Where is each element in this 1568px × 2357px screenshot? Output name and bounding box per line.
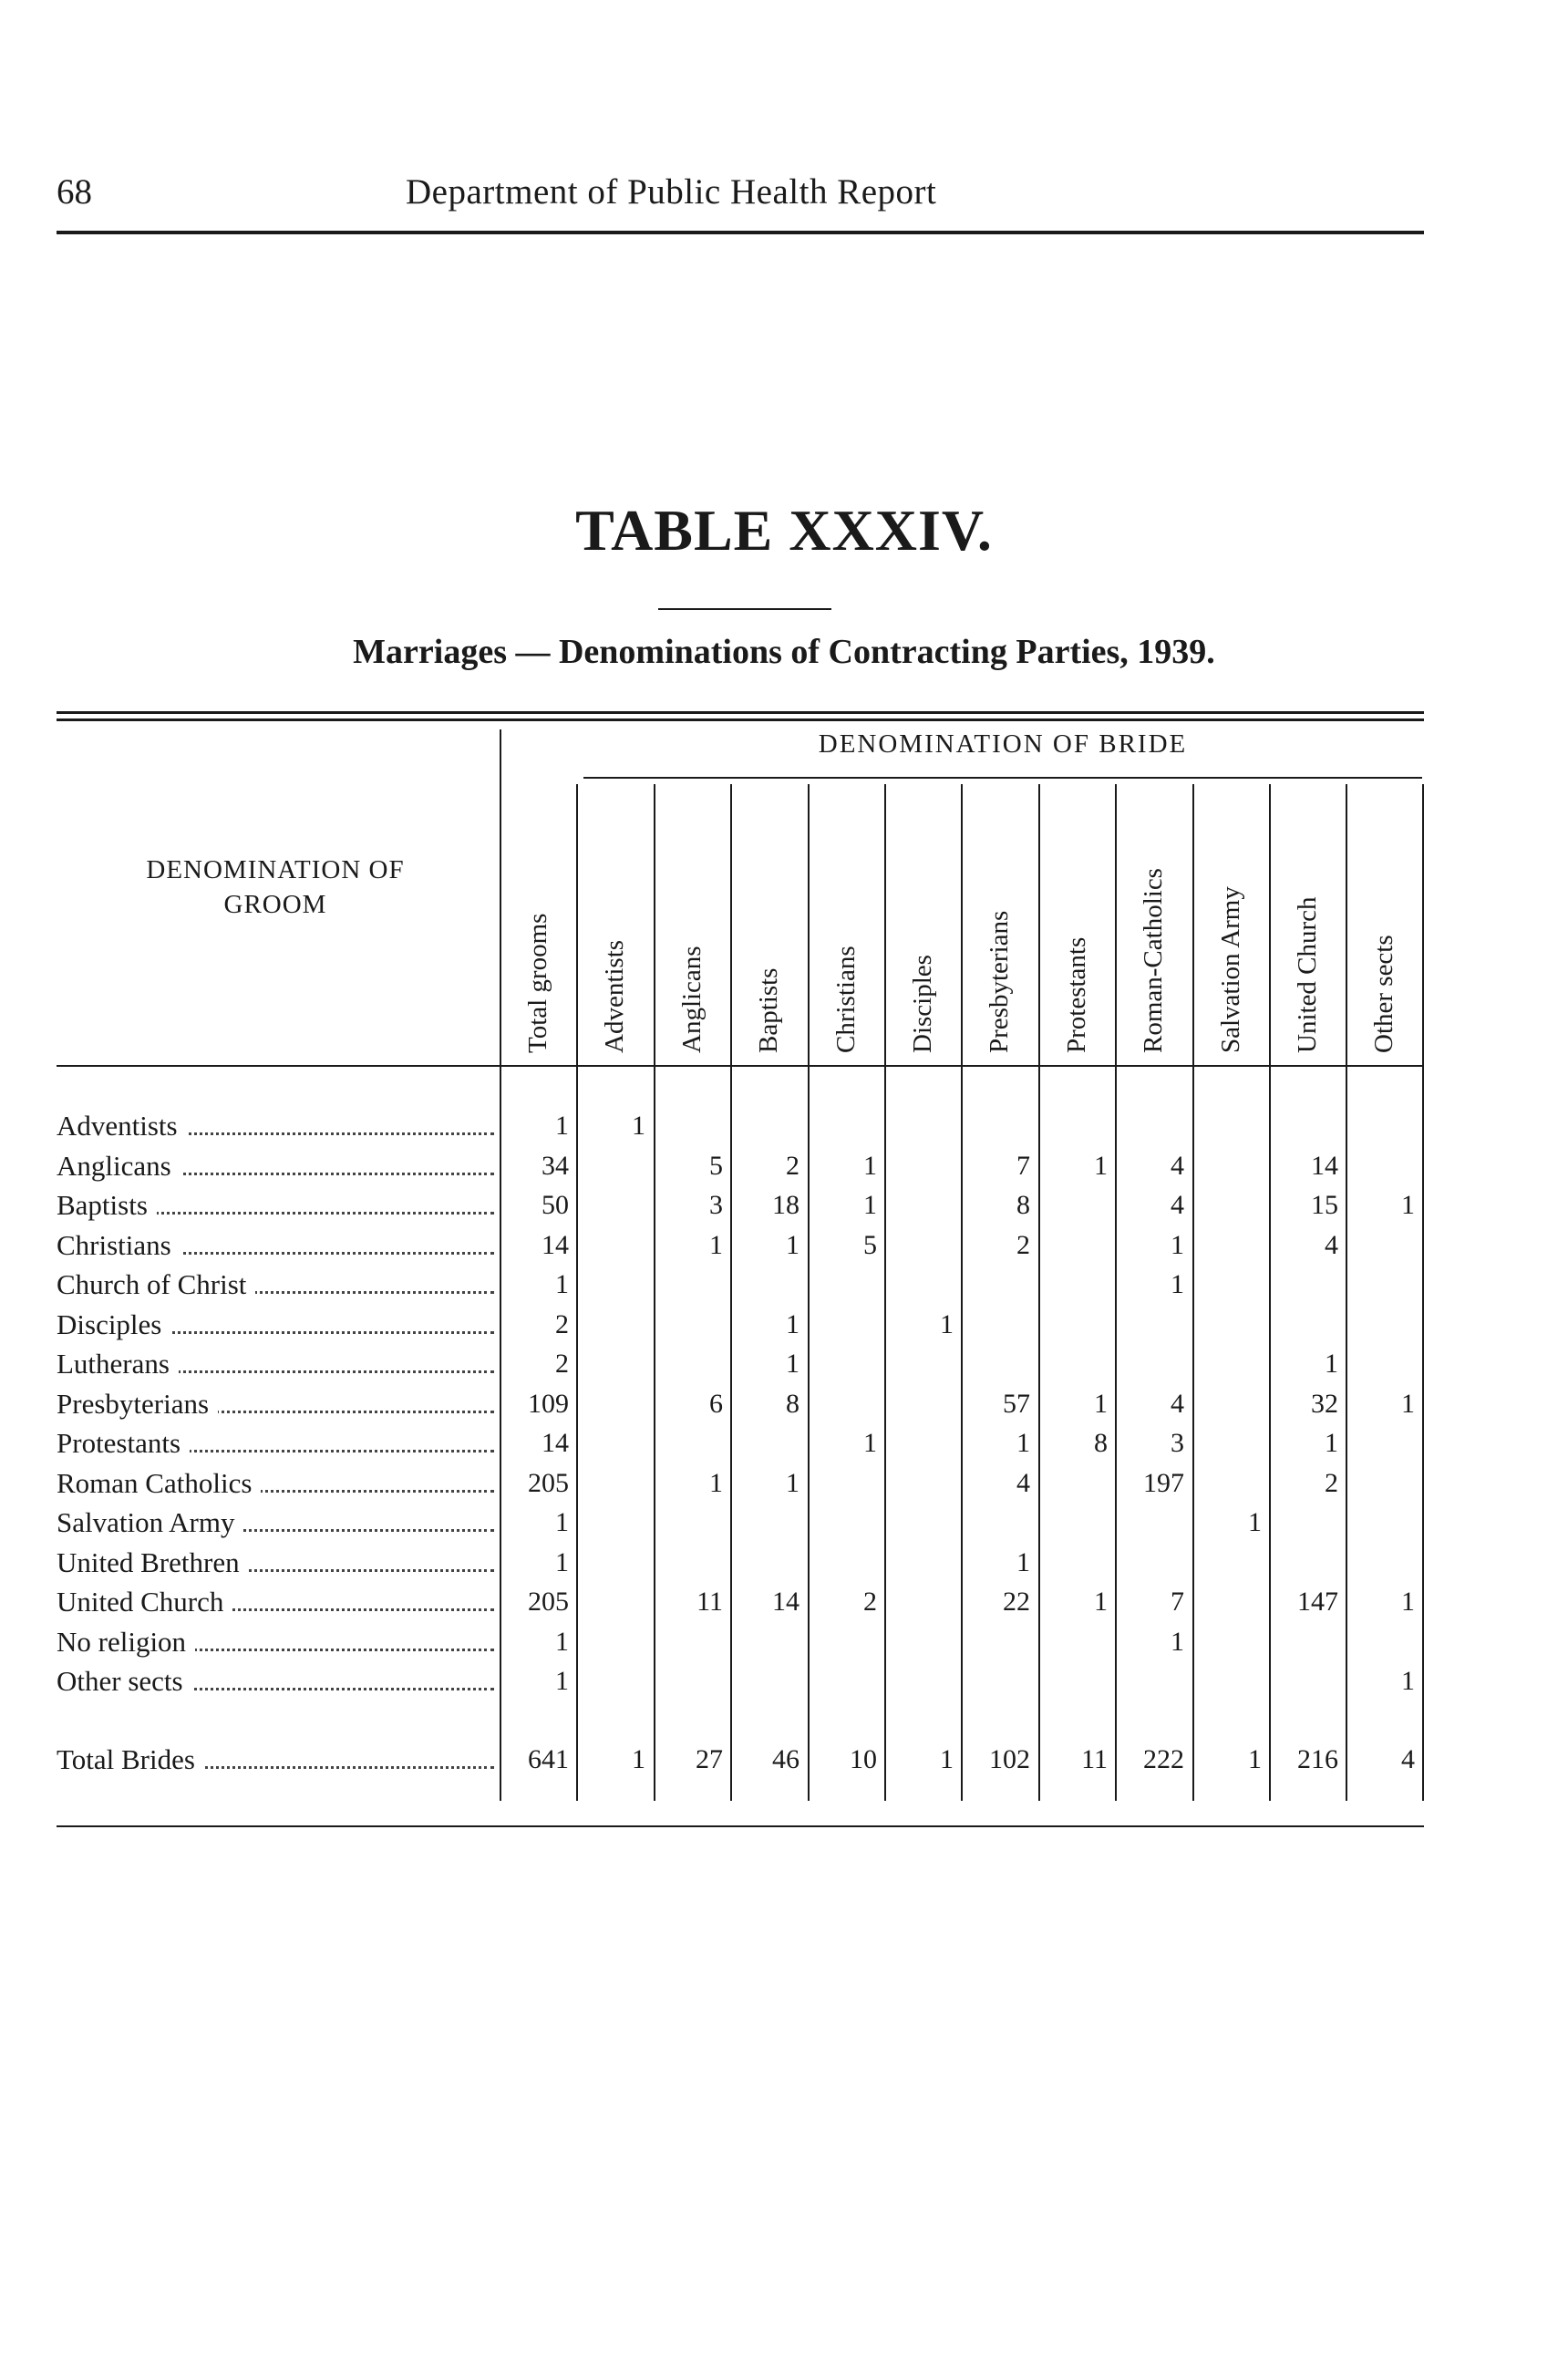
table-cell [1346,1307,1415,1343]
column-header-disciples: Disciples [908,955,937,1053]
total-cell: 1 [940,1744,954,1774]
table-cell: 1 [863,1190,877,1220]
row-label-lutherans [57,1346,494,1382]
table-cell [576,1425,645,1462]
table-cell: 3 [709,1190,723,1220]
table-cell [884,1425,954,1462]
table-cell [808,1266,877,1303]
groom-header-line-2: GROOM [223,890,327,919]
row-label-text: Protestants [57,1427,190,1459]
table-cell [1269,1624,1338,1660]
table-cell [961,1307,1030,1343]
row-label-no-religion [57,1624,494,1660]
total-cell: 11 [1081,1744,1108,1774]
row-label-text: Adventists [57,1110,187,1142]
bride-header-rule [583,777,1422,779]
table-subtitle: Marriages — Denominations of Contracting Parties, 1939. [353,633,1215,671]
table-cell: 8 [1016,1190,1030,1220]
row-label-adventists [57,1108,494,1144]
column-header-united-church: United Church [1293,896,1322,1053]
table-cell [576,1227,645,1264]
table-cell [654,1425,723,1462]
table-cell: 205 [528,1587,569,1617]
row-label-text: Anglicans [57,1150,181,1182]
table-cell: 1 [786,1467,799,1498]
table-cell: 205 [528,1467,569,1498]
table-cell: 1 [1094,1388,1108,1419]
table-cell [576,1307,645,1343]
table-cell [1192,1663,1262,1700]
row-label-text: Roman Catholics [57,1467,261,1499]
table-cell: 1 [555,1626,569,1657]
table-top-rule-2 [57,718,1424,721]
table-cell [884,1386,954,1422]
table-cell [1115,1545,1184,1581]
table-cell [961,1663,1030,1700]
table-cell: 1 [555,1111,569,1141]
table-cell [1192,1624,1262,1660]
table-cell [1115,1307,1184,1343]
table-cell [576,1346,645,1382]
table-cell [1038,1346,1108,1382]
table-cell [1115,1346,1184,1382]
column-header-anglicans: Anglicans [677,946,707,1053]
title-rule [658,608,831,610]
table-cell [576,1584,645,1620]
table-bottom-rule [57,1825,1424,1827]
table-cell: 50 [542,1190,569,1220]
table-cell: 7 [1171,1587,1184,1617]
total-cell: 27 [696,1744,723,1774]
table-cell [808,1545,877,1581]
table-cell [1192,1545,1262,1581]
table-cell [961,1624,1030,1660]
table-cell [1192,1187,1262,1224]
header-rule [57,231,1424,234]
table-top-rule [57,711,1424,714]
table-cell [1192,1584,1262,1620]
table-cell [884,1346,954,1382]
table-cell: 1 [786,1229,799,1260]
table-cell [808,1108,877,1144]
table-cell [1115,1504,1184,1541]
table-cell [654,1545,723,1581]
column-header-christians: Christians [831,946,861,1053]
table-cell [1038,1624,1108,1660]
table-cell [808,1624,877,1660]
column-header-total-grooms: Total grooms [523,913,552,1053]
table-cell: 1 [1171,1229,1184,1260]
table-cell [576,1266,645,1303]
table-cell [884,1108,954,1144]
table-cell [884,1187,954,1224]
table-cell [1269,1307,1338,1343]
table-cell: 4 [1171,1150,1184,1181]
table-cell [808,1346,877,1382]
table-cell [1192,1346,1262,1382]
row-label-united-brethren [57,1545,494,1581]
column-header-baptists: Baptists [754,967,783,1053]
row-label-united-church [57,1584,494,1620]
row-label-text: Presbyterians [57,1388,218,1420]
table-cell: 1 [1325,1428,1338,1458]
table-cell [1038,1108,1108,1144]
row-label-total-brides [57,1742,494,1778]
row-label-text: Other sects [57,1665,192,1697]
table-cell: 18 [772,1190,799,1220]
row-label-protestants [57,1425,494,1462]
table-cell: 57 [1003,1388,1030,1419]
table-cell [1346,1425,1415,1462]
bride-denomination-header: DENOMINATION OF BRIDE [818,729,1188,759]
table-cell [1346,1504,1415,1541]
total-cell: 222 [1143,1744,1184,1774]
table-cell [654,1624,723,1660]
table-cell [1192,1266,1262,1303]
column-header-adventists: Adventists [600,939,629,1053]
table-cell [1346,1108,1415,1144]
column-header-roman-catholics: Roman-Catholics [1139,868,1168,1053]
row-label-anglicans [57,1148,494,1184]
column-header-protestants: Protestants [1062,936,1091,1053]
table-cell: 4 [1325,1229,1338,1260]
table-cell: 1 [1401,1587,1415,1617]
table-cell [730,1545,799,1581]
column-separator [1422,784,1424,1801]
table-cell [884,1227,954,1264]
row-label-text: Church of Christ [57,1268,255,1300]
table-cell [1192,1307,1262,1343]
table-cell [808,1386,877,1422]
table-cell [730,1663,799,1700]
row-label-text: Salvation Army [57,1506,243,1538]
table-cell [576,1624,645,1660]
row-label-christians [57,1227,494,1264]
table-cell: 14 [542,1229,569,1260]
table-cell: 1 [555,1269,569,1299]
table-cell [961,1504,1030,1541]
running-title: Department of Public Health Report [406,172,937,212]
row-label-baptists [57,1187,494,1224]
column-header-presbyterians: Presbyterians [985,910,1014,1053]
table-cell [1038,1504,1108,1541]
table-cell [1192,1386,1262,1422]
row-label-salvation-army [57,1504,494,1541]
total-cell: 641 [528,1744,569,1774]
row-label-text: Disciples [57,1308,170,1340]
table-cell [1038,1545,1108,1581]
table-cell: 147 [1297,1587,1338,1617]
row-label-text: Lutherans [57,1348,179,1380]
table-cell [884,1266,954,1303]
table-cell [576,1663,645,1700]
table-cell [808,1504,877,1541]
row-label-text: United Brethren [57,1546,249,1578]
table-cell [1346,1148,1415,1184]
row-label-disciples [57,1307,494,1343]
row-label-text: United Church [57,1586,232,1618]
table-cell: 4 [1016,1467,1030,1498]
total-cell: 46 [772,1744,799,1774]
table-cell [884,1148,954,1184]
table-cell [1269,1663,1338,1700]
table-cell: 109 [528,1388,569,1419]
table-cell: 8 [786,1388,799,1419]
table-cell: 2 [863,1587,877,1617]
table-cell [1038,1307,1108,1343]
table-cell [730,1266,799,1303]
table-cell [654,1266,723,1303]
table-cell: 5 [863,1229,877,1260]
table-cell [576,1545,645,1581]
table-cell [576,1187,645,1224]
table-cell [1346,1465,1415,1502]
table-cell [730,1108,799,1144]
table-cell [1192,1227,1262,1264]
table-cell: 1 [555,1666,569,1696]
groom-header-line-1: DENOMINATION OF [146,855,405,884]
table-cell: 1 [1016,1428,1030,1458]
table-cell [1346,1227,1415,1264]
table-cell [808,1307,877,1343]
table-cell [654,1663,723,1700]
table-cell [961,1266,1030,1303]
table-cell: 1 [1248,1507,1262,1537]
table-cell [576,1465,645,1502]
table-cell [1192,1425,1262,1462]
table-cell [884,1663,954,1700]
table-cell [1038,1227,1108,1264]
table-cell [1038,1266,1108,1303]
table-cell [1192,1108,1262,1144]
column-header-bottom-rule [57,1065,1424,1067]
table-cell: 2 [1325,1467,1338,1498]
total-cell: 1 [632,1744,645,1774]
table-cell [576,1504,645,1541]
table-cell: 14 [1311,1150,1338,1181]
total-cell: 102 [989,1744,1030,1774]
table-cell [654,1504,723,1541]
table-cell: 3 [1171,1428,1184,1458]
row-label-roman-catholics [57,1465,494,1502]
table-cell [1192,1465,1262,1502]
table-cell [1269,1266,1338,1303]
table-cell: 1 [632,1111,645,1141]
table-cell: 1 [863,1428,877,1458]
table-cell: 1 [709,1467,723,1498]
table-cell [730,1624,799,1660]
table-cell: 14 [772,1587,799,1617]
total-cell: 1 [1248,1744,1262,1774]
table-cell: 1 [940,1308,954,1339]
table-cell: 1 [1325,1349,1338,1379]
table-cell [1115,1108,1184,1144]
table-cell: 1 [555,1546,569,1577]
table-cell: 15 [1311,1190,1338,1220]
table-cell [1346,1346,1415,1382]
table-cell: 14 [542,1428,569,1458]
row-label-presbyterians [57,1386,494,1422]
table-cell: 5 [709,1150,723,1181]
table-cell: 1 [1016,1546,1030,1577]
table-cell [1269,1108,1338,1144]
table-cell [1038,1465,1108,1502]
table-cell: 8 [1094,1428,1108,1458]
table-cell: 197 [1143,1467,1184,1498]
table-cell: 2 [555,1308,569,1339]
table-cell [808,1663,877,1700]
table-cell: 1 [1094,1150,1108,1181]
table-cell [884,1624,954,1660]
table-cell [1038,1663,1108,1700]
table-cell [654,1307,723,1343]
table-cell: 11 [696,1587,723,1617]
total-cell: 10 [850,1744,877,1774]
table-cell: 1 [555,1507,569,1537]
table-cell [730,1425,799,1462]
table-title: TABLE XXXIV. [575,498,993,563]
table-cell: 1 [1401,1666,1415,1696]
table-cell [961,1108,1030,1144]
table-cell: 4 [1171,1388,1184,1419]
table-cell [884,1545,954,1581]
table-cell: 1 [786,1308,799,1339]
row-label-other-sects [57,1663,494,1700]
table-cell: 1 [786,1349,799,1379]
table-cell [884,1465,954,1502]
table-cell [1346,1266,1415,1303]
table-cell: 2 [1016,1229,1030,1260]
table-cell [654,1346,723,1382]
table-cell [576,1386,645,1422]
table-cell [961,1346,1030,1382]
table-cell [730,1504,799,1541]
row-label-text: Total Brides [57,1743,204,1775]
table-cell: 1 [1171,1626,1184,1657]
table-cell [808,1465,877,1502]
row-label-church-of-christ [57,1266,494,1303]
table-cell [884,1504,954,1541]
table-cell: 6 [709,1388,723,1419]
table-cell: 2 [555,1349,569,1379]
table-cell [1346,1545,1415,1581]
row-label-text: No religion [57,1626,195,1658]
table-cell: 2 [786,1150,799,1181]
table-cell [1269,1504,1338,1541]
table-cell [654,1108,723,1144]
table-cell: 1 [1171,1269,1184,1299]
table-cell: 32 [1311,1388,1338,1419]
column-header-salvation-army: Salvation Army [1216,886,1245,1053]
table-cell: 1 [1401,1388,1415,1419]
total-cell: 216 [1297,1744,1338,1774]
table-cell: 4 [1171,1190,1184,1220]
table-cell [576,1148,645,1184]
row-label-text: Baptists [57,1189,157,1221]
table-cell: 1 [709,1229,723,1260]
row-label-text: Christians [57,1229,181,1261]
page-number: 68 [57,172,92,212]
table-cell [1115,1663,1184,1700]
total-cell: 4 [1401,1744,1415,1774]
table-cell: 22 [1003,1587,1030,1617]
table-cell: 1 [863,1150,877,1181]
table-cell [1038,1187,1108,1224]
table-cell [884,1584,954,1620]
table-cell [1269,1545,1338,1581]
table-cell: 7 [1016,1150,1030,1181]
groom-denomination-header [57,853,494,922]
table-cell: 1 [1401,1190,1415,1220]
column-header-other-sects: Other sects [1369,935,1398,1053]
table-cell: 34 [542,1150,569,1181]
table-cell [1346,1624,1415,1660]
table-cell: 1 [1094,1587,1108,1617]
table-cell [1192,1148,1262,1184]
